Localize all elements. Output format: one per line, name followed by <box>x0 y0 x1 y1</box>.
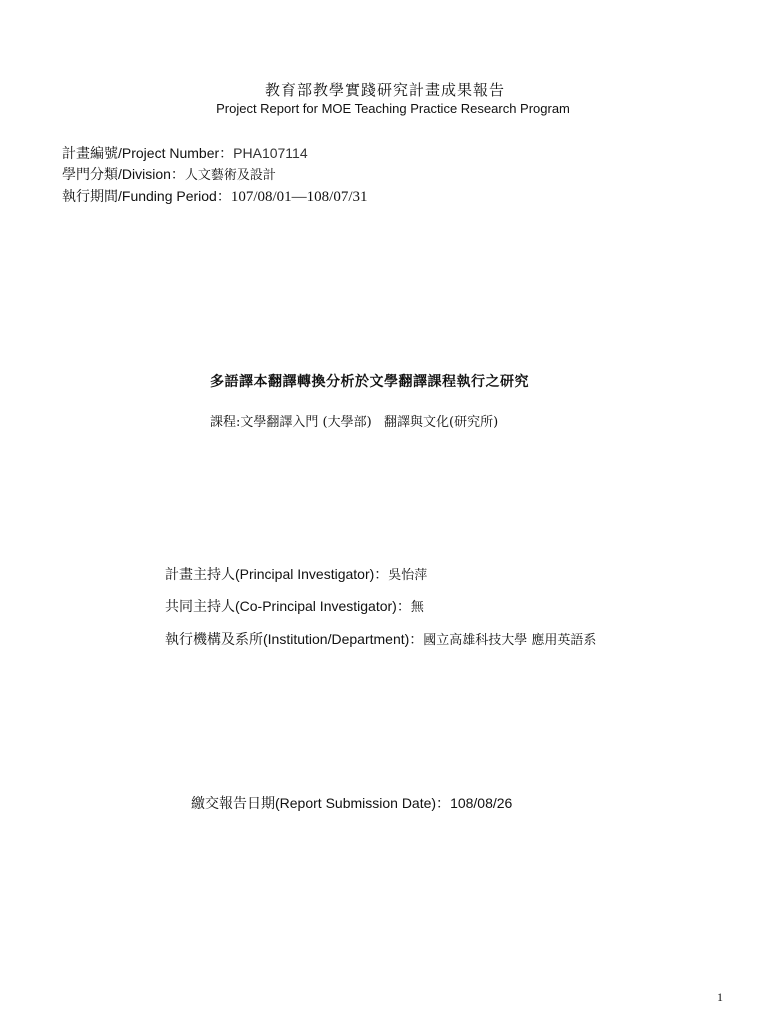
division-line <box>62 164 276 184</box>
principal-investigator-line <box>165 564 427 584</box>
funding-period-label: 執行期間/Funding Period： <box>62 188 231 204</box>
principal-investigator-name: 吳怡萍 <box>388 568 428 583</box>
funding-period-line <box>62 186 368 206</box>
project-number-line <box>62 143 308 163</box>
project-number-value: PHA107114 <box>233 145 308 161</box>
principal-investigator-label: 計畫主持人(Principal Investigator)： <box>165 566 389 582</box>
co-principal-investigator-line <box>165 596 424 616</box>
institution-label: 執行機構及系所(Institution/Department)： <box>165 631 424 647</box>
division-label: 學門分類/Division： <box>62 166 185 182</box>
institution-value: 國立高雄科技大學 應用英語系 <box>423 633 597 648</box>
division-value: 人文藝術及設計 <box>184 168 276 183</box>
report-title-chinese: 教育部教學實踐研究計畫成果報告 <box>264 81 505 99</box>
research-title: 多語譯本翻譯轉換分析於文學翻譯課程執行之研究 <box>210 374 529 390</box>
project-number-label: 計畫編號/Project Number： <box>62 145 234 161</box>
submission-date-label: 繳交報告日期(Report Submission Date)： <box>191 795 451 811</box>
institution-line <box>165 629 596 649</box>
funding-period-value: 107/08/01—108/07/31 <box>230 189 368 205</box>
co-principal-investigator-name: 無 <box>410 600 424 615</box>
co-principal-investigator-label: 共同主持人(Co-Principal Investigator)： <box>165 598 411 614</box>
course-info: 課程:文學翻譯入門 (大學部) 翻譯與文化(研究所) <box>210 415 499 430</box>
page-number: 1 <box>717 990 723 1004</box>
report-title-english: Project Report for MOE Teaching Practice Research Program <box>216 101 570 116</box>
submission-date-value: 108/08/26 <box>450 795 513 811</box>
submission-date-line <box>191 793 512 813</box>
